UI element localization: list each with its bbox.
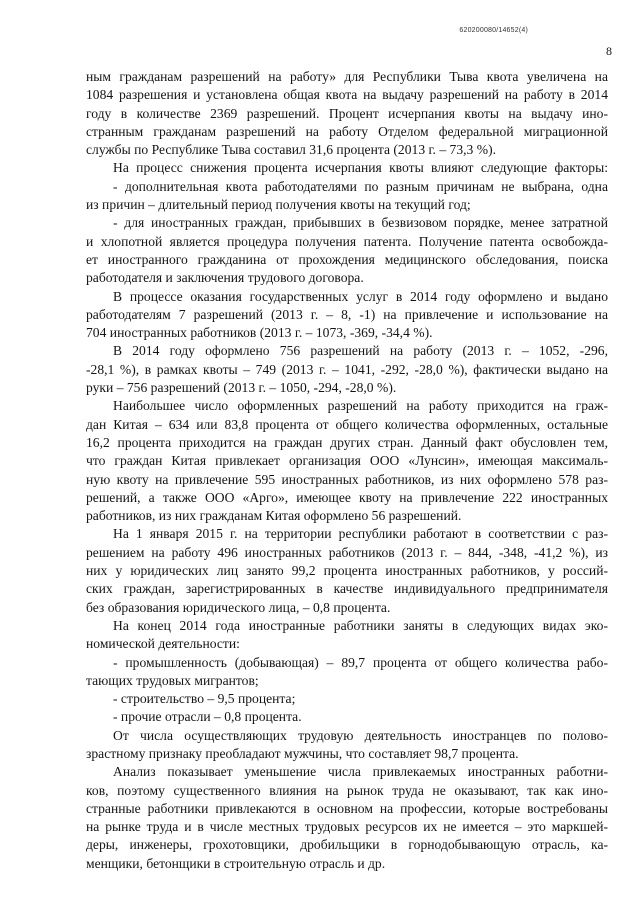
text-line: На 1 января 2015 г. на территории республики работают в соответствии с раз- [113,526,608,542]
text-line: ских граждан, зарегистрированных в качестве индивидуального предпринимателя [86,581,608,597]
text-line: решений, а также ООО «Арго», имеющее квоту на привлечение 222 иностранных [86,489,608,505]
text-line: что граждан Китая привлекает организация ООО «Лунсин», имеющая максималь- [86,453,608,469]
text-line: На конец 2014 года иностранные работники заняты в следующих видах эко- [113,617,608,633]
text-line: ную квоту на привлечение 595 иностранных работников, из них оформлено 578 раз- [86,471,608,487]
text-line: - для иностранных граждан, прибывших в безвизовом порядке, менее затратной [113,215,608,231]
text-line: странные работники привлекаются в основном на профессии, которые востребованы [86,800,608,816]
text-line: Анализ показывает уменьшение числа привлекаемых иностранных работни- [113,764,608,780]
text-line: менщики, бетонщики в строительную отрасль и др. [86,855,386,871]
text-line: ным гражданам разрешений на работу» для Республики Тыва квота увеличена на [86,69,608,84]
text-line: -28,1 %), в рамках квоты – 749 (2013 г. – 1041, -292, -28,0 %), фактически выдано на [86,361,608,377]
text-line: зрастному признаку преобладают мужчины, что составляет 98,7 процента. [86,745,519,761]
text-line: них у юридических лиц занято 99,2 процента иностранных работников, у россий- [86,563,608,579]
text-line: ет иностранного гражданина от прохождения медицинского обследования, поиска [86,251,608,267]
text-line: работодателя и заключения трудового договора. [86,270,364,286]
text-line: работников, из них гражданам Китая оформлено 56 разрешений. [86,508,462,524]
text-line: году в количестве 2369 разрешений. Процент исчерпания квоты на выдачу ино- [86,105,608,121]
text-line: службы по Республике Тыва составил 31,6 процента (2013 г. – 73,3 %). [86,142,496,158]
text-line: На процесс снижения процента исчерпания квоты влияют следующие факторы: [113,160,608,176]
text-line: - дополнительная квота работодателями по разным причинам не выбрана, одна [113,178,608,194]
text-line: странным гражданам разрешений на работу Отделом федеральной миграционной [86,123,608,139]
text-line: В процессе оказания государственных услуг в 2014 году оформлено и выдано [113,288,608,304]
text-line: деры, инженеры, грохотовщики, дробильщики в горнодобывающую отрасль, ка- [86,837,608,853]
text-line: 1084 разрешения и установлена общая квота на выдачу разрешений на работу в 2014 [86,87,608,103]
document-body [86,68,608,873]
text-line: - прочие отрасли – 0,8 процента. [113,709,302,725]
text-line: - промышленность (добывающая) – 89,7 процента от общего количества рабо- [113,654,608,670]
text-line: дан Китая – 634 или 83,8 процента от общего количества оформленных, остальные [86,416,608,432]
page-number: 8 [606,44,612,58]
text-line: решением на работу 496 иностранных работников (2013 г. – 844, -348, -41,2 %), из [86,544,608,560]
text-line: ков, поэтому существенного влияния на рынок труда не оказывают, так как ино- [86,782,608,798]
text-line: руки – 756 разрешений (2013 г. – 1050, -294, -28,0 %). [86,380,397,396]
text-line: и хлопотной является процедура получения патента. Получение патента освобожда- [86,233,608,249]
text-line: тающих трудовых мигрантов; [86,672,259,688]
text-line: на рынке труда и в числе местных трудовых ресурсов их не имеется – это маркшей- [86,819,608,835]
text-line: - строительство – 9,5 процента; [113,691,296,707]
text-line: работодателям 7 разрешений (2013 г. – 8, -1) на привлечение и использование на [86,306,608,322]
text-line: В 2014 году оформлено 756 разрешений на работу (2013 г. – 1052, -296, [113,343,608,359]
document-code: 620200080/14652(4) [459,27,528,34]
text-line: из причин – длительный период получения квоты на текущий год; [86,197,471,213]
text-line: От числа осуществляющих трудовую деятельность иностранцев по полово- [113,727,608,743]
text-line: 16,2 процента приходится на граждан других стран. Данный факт обусловлен тем, [86,434,608,450]
text-line: Наибольшее число оформленных разрешений на работу приходится на граж- [113,398,608,414]
text-line: номической деятельности: [86,636,240,652]
text-line: без образования юридического лица, – 0,8 процента. [86,599,391,615]
text-line: 704 иностранных работников (2013 г. – 1073, -369, -34,4 %). [86,325,433,341]
